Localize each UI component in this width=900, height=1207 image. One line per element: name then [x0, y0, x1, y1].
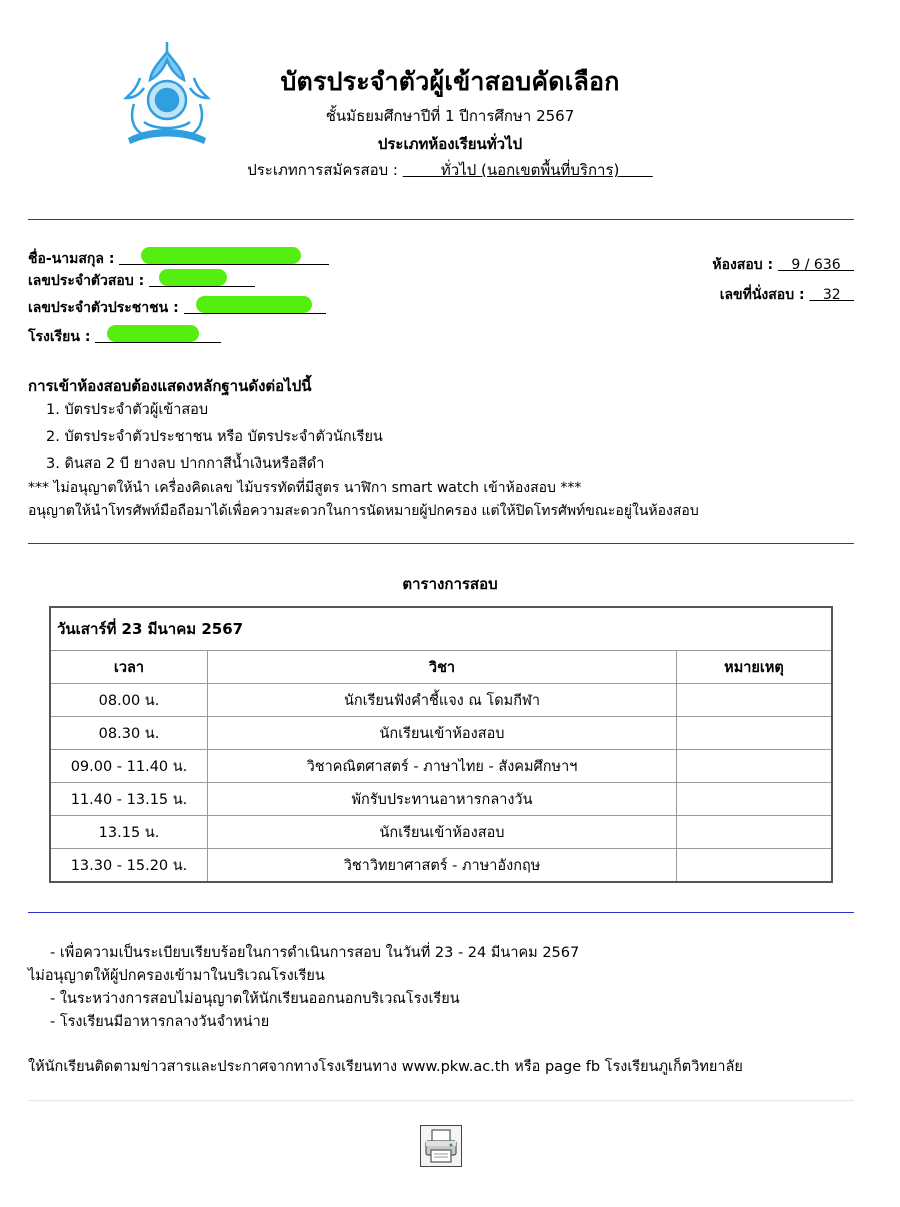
table-row	[50, 684, 832, 717]
redaction-mark	[107, 325, 199, 342]
time-cell: 13.30 - 15.20 น.	[50, 849, 208, 883]
footer-note: ไม่อนุญาตให้ผู้ปกครองเข้ามาในบริเวณโรงเรียน	[28, 968, 325, 984]
table-row	[50, 750, 832, 783]
divider	[28, 219, 854, 220]
remark-cell	[677, 684, 833, 717]
application-type	[0, 158, 900, 182]
column-header-time: เวลา	[50, 651, 208, 684]
subject-cell: วิชาวิทยาศาสตร์ - ภาษาอังกฤษ	[208, 849, 677, 883]
column-header-remark: หมายเหตุ	[677, 651, 833, 684]
grade-year: ชั้นมัธยมศึกษาปีที่ 1 ปีการศึกษา 2567	[325, 107, 575, 125]
table-row	[50, 849, 832, 883]
requirement-item: 2. บัตรประจำตัวประชาชน หรือ บัตรประจำตัวนักเรียน	[46, 429, 383, 445]
requirement-item: 1. บัตรประจำตัวผู้เข้าสอบ	[46, 402, 209, 418]
remark-cell	[677, 783, 833, 816]
time-cell: 09.00 - 11.40 น.	[50, 750, 208, 783]
redaction-mark	[141, 247, 301, 264]
exam-room	[712, 254, 854, 276]
requirements-title: การเข้าห้องสอบต้องแสดงหลักฐานดังต่อไปนี้	[28, 377, 312, 395]
seat-number-label: เลขที่นั่งสอบ :	[719, 287, 805, 303]
remark-cell	[677, 717, 833, 750]
printer-icon	[421, 1126, 461, 1166]
time-cell: 08.00 น.	[50, 684, 208, 717]
subject-cell: พักรับประทานอาหารกลางวัน	[208, 783, 677, 816]
national-id-field	[28, 297, 326, 319]
application-type-label: ประเภทการสมัครสอบ :	[247, 161, 398, 179]
exam-room-value: 9 / 636	[791, 257, 841, 273]
column-header-subject: วิชา	[208, 651, 677, 684]
name-label: ชื่อ-นามสกุล :	[28, 251, 115, 267]
subject-cell: นักเรียนเข้าห้องสอบ	[208, 717, 677, 750]
remark-cell	[677, 816, 833, 849]
candidate-id-label: เลขประจำตัวสอบ :	[28, 273, 145, 289]
subject-cell: นักเรียนเข้าห้องสอบ	[208, 816, 677, 849]
schedule-date: วันเสาร์ที่ 23 มีนาคม 2567	[50, 607, 832, 651]
footer-note: - เพื่อความเป็นระเบียบเรียบร้อยในการดำเนินการสอบ ในวันที่ 23 - 24 มีนาคม 2567	[50, 945, 580, 961]
remark-cell	[677, 750, 833, 783]
name-field	[28, 248, 329, 270]
schedule-title: ตารางการสอบ	[402, 575, 498, 593]
footer-note: - ในระหว่างการสอบไม่อนุญาตให้นักเรียนออกนอกบริเวณโรงเรียน	[50, 991, 460, 1007]
exam-room-label: ห้องสอบ :	[712, 257, 774, 273]
redaction-mark	[159, 269, 227, 286]
prohibited-items-note: *** ไม่อนุญาตให้นำ เครื่องคิดเลข ไม้บรรทัดที่มีสูตร นาฬิกา smart watch เข้าห้องสอบ ***	[28, 480, 582, 496]
redaction-mark	[196, 296, 312, 313]
application-type-value: ทั่วไป (นอกเขตพื้นที่บริการ)	[440, 161, 620, 179]
subject-cell: วิชาคณิตศาสตร์ - ภาษาไทย - สังคมศึกษาฯ	[208, 750, 677, 783]
footer-note: ให้นักเรียนติดตามข่าวสารและประกาศจากทางโรงเรียนทาง www.pkw.ac.th หรือ page fb โรงเรียนภูเก็ตวิทยาลัย	[28, 1059, 743, 1075]
national-id-label: เลขประจำตัวประชาชน :	[28, 300, 179, 316]
remark-cell	[677, 849, 833, 883]
subject-cell: นักเรียนฟังคำชี้แจง ณ โดมกีฬา	[208, 684, 677, 717]
table-row	[50, 783, 832, 816]
print-button[interactable]	[420, 1125, 462, 1167]
footer-note: - โรงเรียนมีอาหารกลางวันจำหน่าย	[50, 1014, 270, 1030]
seat-number-value: 32	[822, 287, 841, 303]
divider	[28, 912, 854, 913]
time-cell: 13.15 น.	[50, 816, 208, 849]
time-cell: 08.30 น.	[50, 717, 208, 750]
phone-policy-note: อนุญาตให้นำโทรศัพท์มือถือมาได้เพื่อความสะดวกในการนัดหมายผู้ปกครอง แต่ให้ปิดโทรศัพท์ขณะอยู่ในห้องสอบ	[28, 503, 699, 519]
table-row	[50, 717, 832, 750]
table-row	[50, 816, 832, 849]
requirement-item: 3. ดินสอ 2 บี ยางลบ ปากกาสีน้ำเงินหรือสีดำ	[46, 456, 325, 472]
exam-schedule-table	[49, 606, 833, 883]
page-title: บัตรประจำตัวผู้เข้าสอบคัดเลือก	[280, 67, 620, 96]
divider	[28, 1100, 854, 1101]
seat-number	[720, 284, 854, 306]
divider	[28, 543, 854, 544]
school-label: โรงเรียน :	[28, 329, 91, 345]
time-cell: 11.40 - 13.15 น.	[50, 783, 208, 816]
candidate-id-field	[28, 270, 255, 292]
school-field	[28, 326, 221, 348]
class-type: ประเภทห้องเรียนทั่วไป	[377, 135, 523, 153]
